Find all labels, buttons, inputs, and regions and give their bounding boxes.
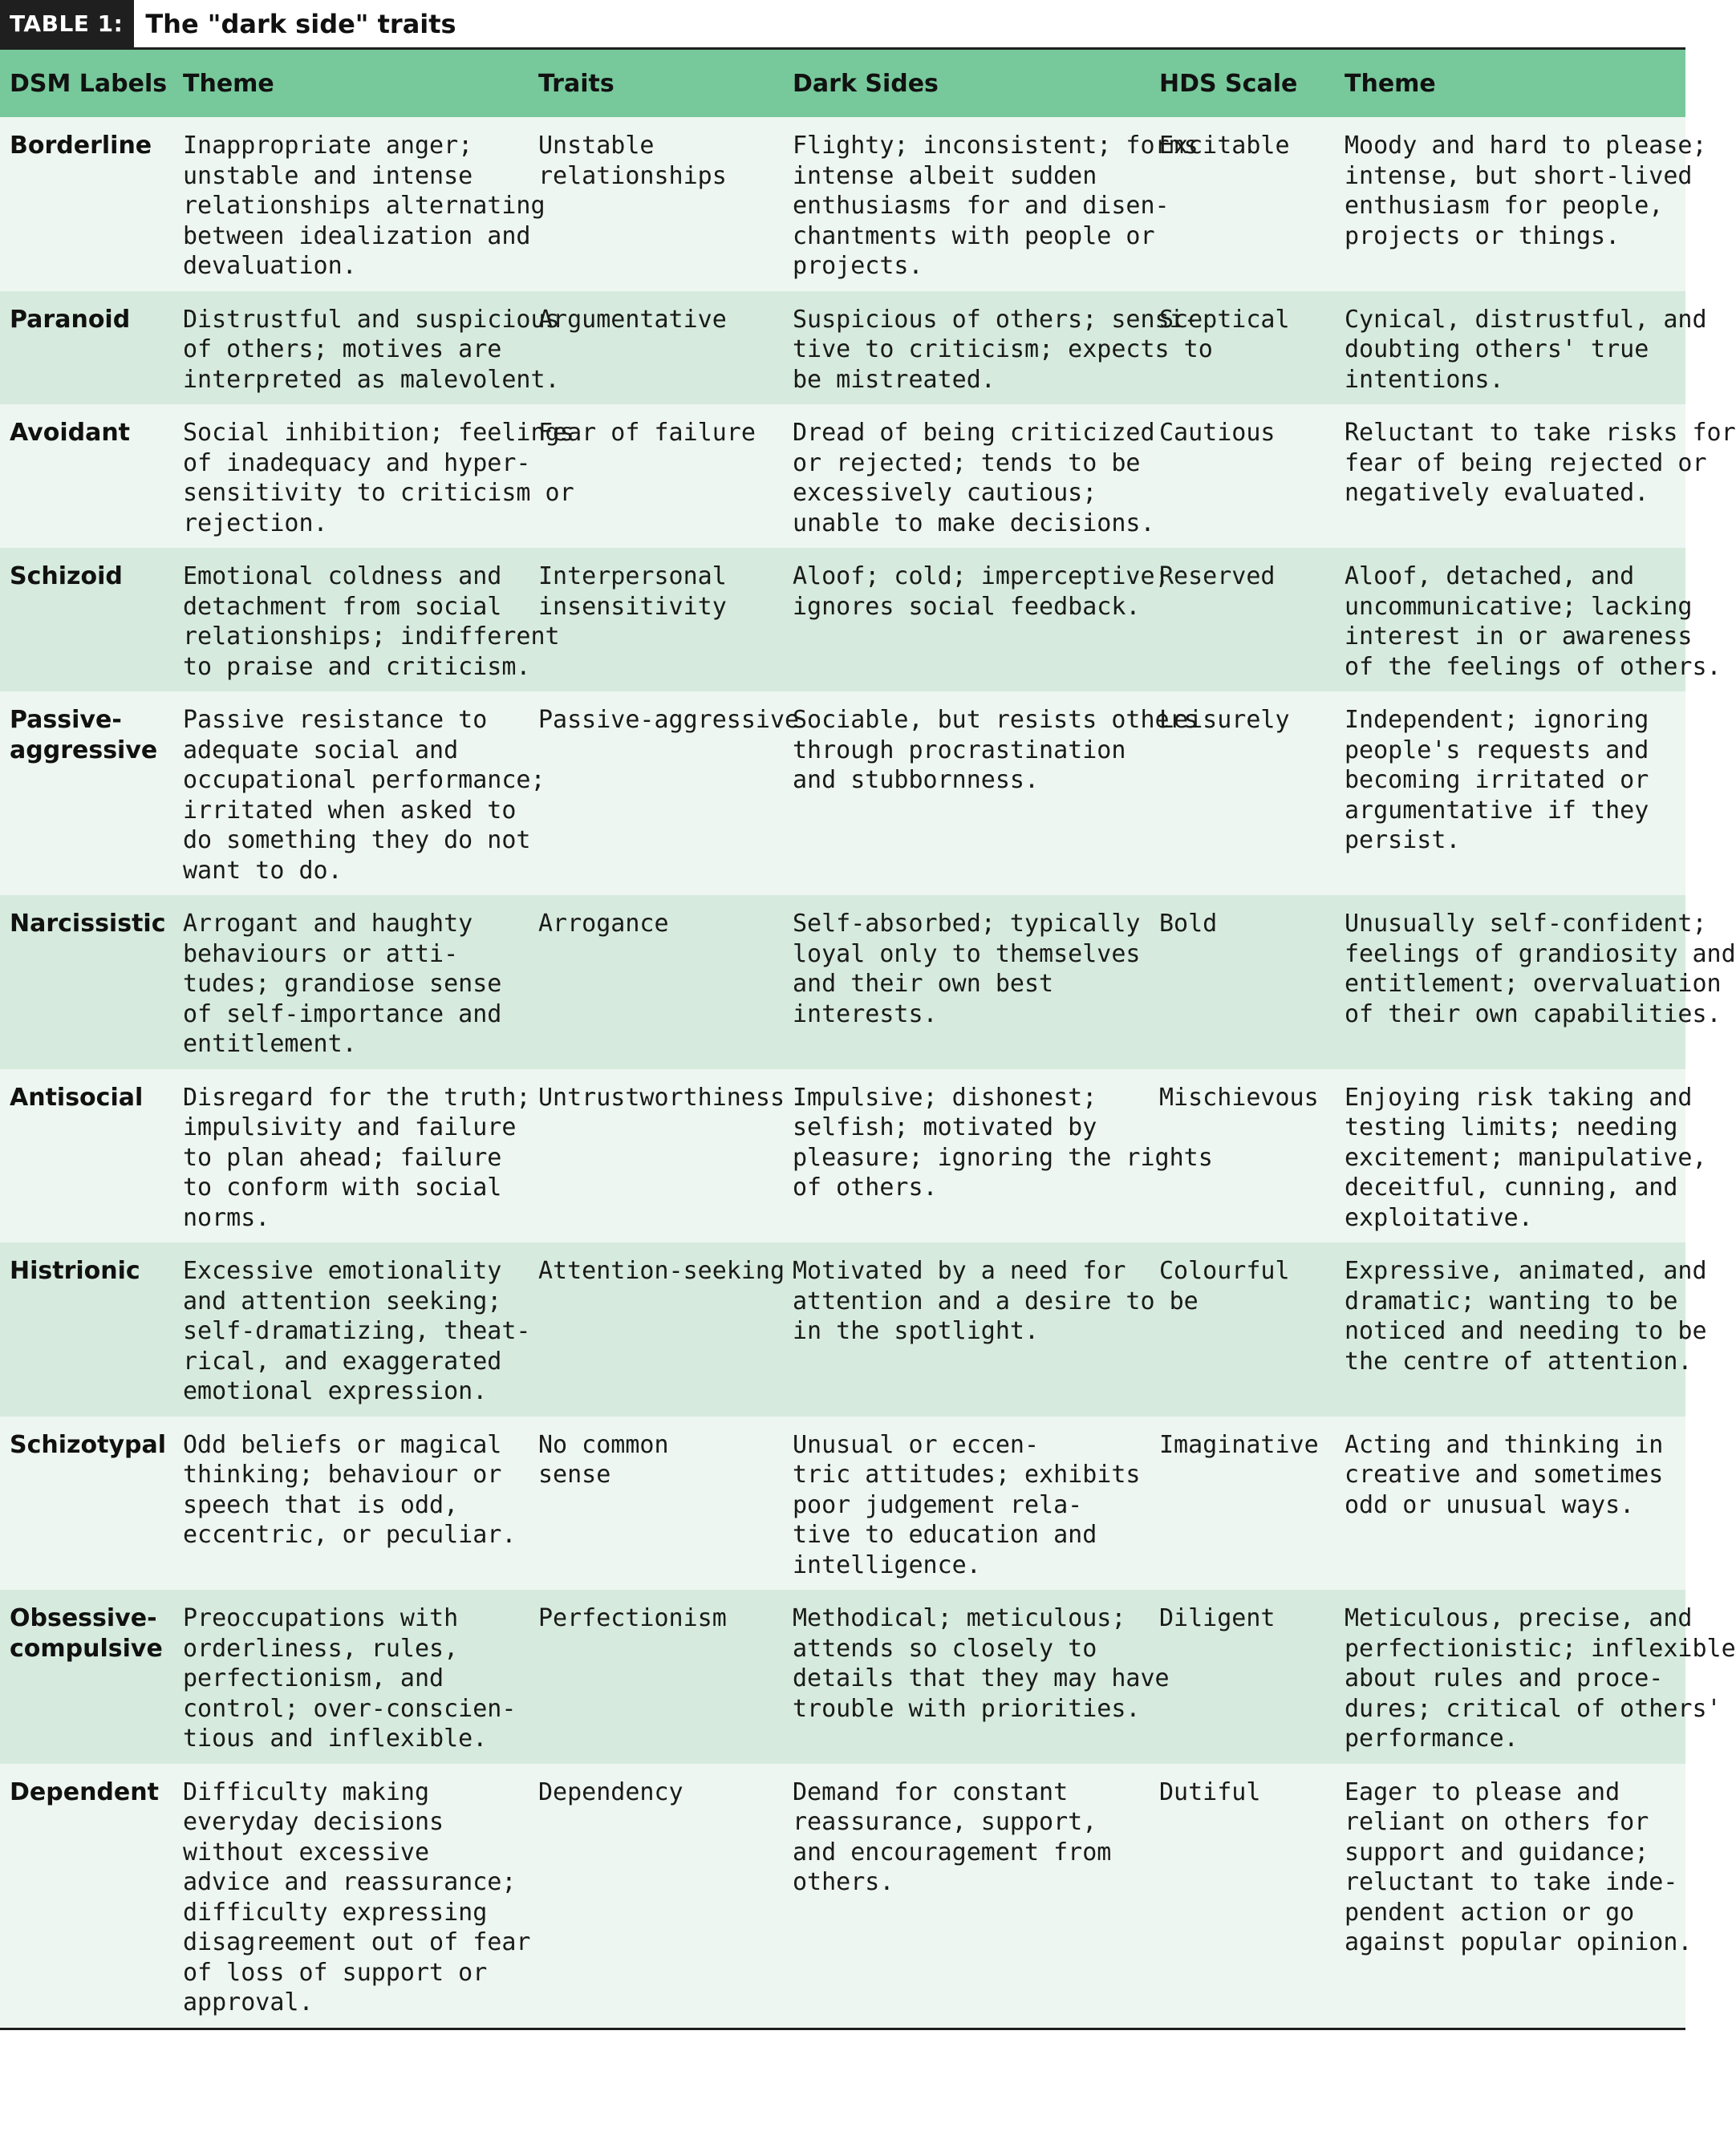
cell-text-line: impulsivity and failure [183,1113,517,1141]
cell-text-line: Dependent [10,1777,159,1806]
dark-sides-cell [783,117,1199,291]
cell-text-line: Dutiful [1159,1777,1261,1806]
dsm-label-cell [0,117,173,291]
cell-text-line: Cynical, distrustful, and [1345,305,1707,334]
cell-text-line: interpreted as malevolent. [183,365,560,394]
cell-text-line: occupational performance; [183,766,546,794]
cell-text-line: reliant on others for [1345,1808,1649,1836]
cell-text-line: Self-absorbed; typically [793,910,1141,938]
cell-text-line: want to do. [183,856,343,885]
cell-text-line: Avoidant [10,419,131,447]
table-row [0,404,1685,548]
hds-scale-cell [1150,548,1335,691]
theme-cell [173,1069,529,1243]
cell-text-line: through procrastination [793,736,1126,764]
cell-text-line: support and guidance; [1345,1838,1649,1867]
cell-text-line: Aloof; cold; imperceptive; [793,562,1170,590]
cell-text-line: norms. [183,1203,270,1232]
cell-text-line: persist. [1345,826,1461,854]
cell-text-line: Inappropriate anger; [183,132,473,160]
cell-text-line: Antisocial [10,1083,144,1112]
dark-sides-cell [783,404,1155,548]
cell-text-line: chantments with people or [793,221,1155,250]
cell-text-line: insensitivity [538,592,727,621]
table-title-bar [0,0,1685,50]
cell-text-line: or rejected; tends to be [793,448,1141,477]
cell-text-line: testing limits; needing [1345,1113,1678,1141]
cell-text-line: people's requests and [1345,736,1649,764]
cell-text-line: Fear of failure [538,419,756,447]
cell-text-line: Histrionic [10,1257,140,1285]
hds-theme-cell [1335,117,1707,291]
cell-text-line: emotional expression. [183,1377,488,1405]
theme-cell [173,117,546,291]
dsm-label-cell [0,1764,173,2028]
cell-text-line: selfish; motivated by [793,1113,1097,1141]
dsm-label-cell [0,548,173,691]
table-row [0,548,1685,691]
cell-text-line: orderliness, rules, [183,1634,459,1663]
hds-scale-cell [1150,691,1335,895]
cell-text-line: Diligent [1159,1604,1276,1632]
hds-theme-cell [1335,691,1685,895]
cell-text-line: feelings of grandiosity and [1345,939,1736,968]
theme-cell [173,1417,529,1591]
cell-text-line: about rules and proce- [1345,1664,1664,1692]
cell-text-line: irritated when asked to [183,796,517,825]
hds-theme-cell [1335,1242,1707,1417]
table-row [0,1242,1685,1417]
cell-text-line: of others. [793,1173,938,1202]
cell-text-line: No common [538,1430,669,1459]
theme-cell [173,895,529,1069]
cell-text-line: Passive- [10,706,122,734]
cell-text-line: projects or things. [1345,221,1620,250]
hds-theme-cell [1335,1417,1685,1591]
cell-text-line: without excessive [183,1838,430,1867]
theme-cell [173,1590,529,1764]
column-header-hds-theme: Theme [1345,69,1436,98]
cell-text-line: to praise and criticism. [183,652,531,681]
cell-text-line: Difficulty making [183,1777,430,1806]
cell-text-line: trouble with priorities. [793,1694,1141,1723]
cell-text-line: tive to education and [793,1521,1097,1549]
theme-cell [173,1764,529,2028]
cell-text-line: Attention-seeking [538,1257,785,1285]
cell-text-line: Sociable, but resists others [793,706,1199,734]
cell-text-line: noticed and needing to be [1345,1317,1707,1345]
cell-text-line: Reserved [1159,562,1276,590]
cell-text-line: eccentric, or peculiar. [183,1521,517,1549]
dark-sides-cell [783,1590,1170,1764]
cell-text-line: Distrustful and suspicious [183,305,560,334]
cell-text-line: Unusually self-confident; [1345,910,1707,938]
cell-text-line: Borderline [10,132,152,160]
cell-text-line: entitlement; overvaluation [1345,970,1722,998]
theme-cell [173,404,574,548]
cell-text-line: excitement; manipulative, [1345,1143,1707,1172]
traits-cell [529,404,783,548]
cell-text-line: Passive resistance to [183,706,488,734]
dark-sides-cell [783,1242,1199,1417]
traits-cell [529,117,783,291]
cell-text-line: rical, and exaggerated [183,1347,502,1376]
cell-text-line: unable to make decisions. [793,509,1155,537]
traits-cell [529,895,783,1069]
cell-text-line: to conform with social [183,1173,502,1202]
table-row [0,895,1685,1069]
cell-text-line: uncommunicative; lacking [1345,592,1693,621]
cell-text-line: advice and reassurance; [183,1868,517,1896]
cell-text-line: adequate social and [183,736,459,764]
table-header [0,50,1685,117]
table-row [0,1764,1685,2028]
dark-sides-cell [783,895,1150,1069]
table-bottom-rule [0,2028,1685,2030]
cell-text-line: between idealization and [183,221,531,250]
cell-text-line: detachment from social [183,592,502,621]
traits-cell [529,291,783,405]
cell-text-line: Perfectionism [538,1604,727,1632]
cell-text-line: perfectionism, and [183,1664,444,1692]
traits-cell [529,1417,783,1591]
cell-text-line: tive to criticism; expects to [793,335,1213,363]
traits-cell [529,1242,783,1417]
cell-text-line: Independent; ignoring [1345,706,1649,734]
cell-text-line: Sceptical [1159,305,1290,334]
cell-text-line: interest in or awareness [1345,622,1693,651]
cell-text-line: Cautious [1159,419,1276,447]
cell-text-line: devaluation. [183,252,357,280]
cell-text-line: Eager to please and [1345,1777,1620,1806]
cell-text-line: odd or unusual ways. [1345,1490,1635,1519]
cell-text-line: Expressive, animated, and [1345,1257,1707,1285]
cell-text-line: Disregard for the truth; [183,1083,531,1112]
column-header-traits: Traits [538,69,614,98]
cell-text-line: Aloof, detached, and [1345,562,1635,590]
cell-text-line: Untrustworthiness [538,1083,785,1112]
cell-text-line: do something they do not [183,826,531,854]
cell-text-line: relationships; indifferent [183,622,560,651]
dsm-label-cell [0,1242,173,1417]
table-number-label: TABLE 1: [0,0,134,47]
cell-text-line: Demand for constant [793,1777,1069,1806]
dark-sides-cell [783,1069,1213,1243]
cell-text-line: difficulty expressing [183,1898,488,1927]
cell-text-line: tudes; grandiose sense [183,970,502,998]
cell-text-line: Passive-aggressive [538,706,800,734]
cell-text-line: of the feelings of others. [1345,652,1722,681]
cell-text-line: Dependency [538,1777,683,1806]
traits-cell [529,1590,783,1764]
cell-text-line: sensitivity to criticism or [183,479,574,507]
cell-text-line: enthusiasms for and disen- [793,192,1170,220]
cell-text-line: Suspicious of others; sensi- [793,305,1199,334]
hds-scale-cell [1150,1590,1335,1764]
dark-sides-cell [783,1417,1150,1591]
cell-text-line: reassurance, support, [793,1808,1097,1836]
cell-text-line: control; over-conscien- [183,1694,517,1723]
cell-text-line: ignores social feedback. [793,592,1141,621]
cell-text-line: disagreement out of fear [183,1928,531,1956]
cell-text-line: Dread of being criticized [793,419,1155,447]
traits-cell [529,691,800,895]
cell-text-line: the centre of attention. [1345,1347,1693,1376]
cell-text-line: performance. [1345,1725,1519,1753]
cell-text-line: Moody and hard to please; [1345,132,1707,160]
cell-text-line: Colourful [1159,1257,1290,1285]
cell-text-line: details that they may have [793,1664,1170,1692]
cell-text-line: Arrogant and haughty [183,910,473,938]
table-title: The "dark side" traits [145,8,456,39]
dsm-label-cell [0,404,173,548]
cell-text-line: intentions. [1345,365,1504,394]
cell-text-line: and encouragement from [793,1838,1112,1867]
cell-text-line: pleasure; ignoring the rights [793,1143,1213,1172]
cell-text-line: Acting and thinking in [1345,1430,1664,1459]
cell-text-line: Arrogance [538,910,669,938]
table-row [0,1417,1685,1591]
column-header-dark-sides: Dark Sides [793,69,939,98]
hds-theme-cell [1335,291,1707,405]
dark-sides-cell [783,548,1170,691]
traits-cell [529,1069,783,1243]
cell-text-line: Flighty; inconsistent; forms [793,132,1199,160]
cell-text-line: intense albeit sudden [793,161,1097,190]
cell-text-line: Schizoid [10,562,123,590]
cell-text-line: be mistreated. [793,365,996,394]
cell-text-line: Social inhibition; feelings [183,419,574,447]
cell-text-line: reluctant to take inde- [1345,1868,1678,1896]
cell-text-line: loyal only to themselves [793,939,1141,968]
cell-text-line: behaviours or atti- [183,939,459,968]
cell-text-line: Preoccupations with [183,1604,459,1632]
cell-text-line: pendent action or go [1345,1898,1635,1927]
cell-text-line: Reluctant to take risks for [1345,419,1736,447]
dsm-label-cell [0,895,173,1069]
column-header-dsm-labels: DSM Labels [10,69,168,98]
cell-text-line: Imaginative [1159,1430,1319,1459]
hds-scale-cell [1150,404,1335,548]
dsm-label-cell [0,291,173,405]
cell-text-line: of their own capabilities. [1345,999,1722,1028]
theme-cell [173,291,560,405]
cell-text-line: Paranoid [10,305,131,334]
traits-cell [529,548,783,691]
cell-text-line: tious and inflexible. [183,1725,488,1753]
cell-text-line: Unusual or eccen- [793,1430,1040,1459]
cell-text-line: dramatic; wanting to be [1345,1287,1678,1315]
cell-text-line: Excitable [1159,132,1290,160]
cell-text-line: of loss of support or [183,1958,488,1987]
cell-text-line: dures; critical of others' [1345,1694,1722,1723]
cell-text-line: Enjoying risk taking and [1345,1083,1693,1112]
cell-text-line: Schizotypal [10,1430,166,1459]
dsm-label-cell [0,691,173,895]
theme-cell [173,691,546,895]
hds-theme-cell [1335,404,1736,548]
cell-text-line: rejection. [183,509,328,537]
cell-text-line: deceitful, cunning, and [1345,1173,1678,1202]
column-header-theme: Theme [183,69,274,98]
cell-text-line: Impulsive; dishonest; [793,1083,1097,1112]
dark-sides-cell [783,1764,1150,2028]
cell-text-line: sense [538,1461,611,1489]
cell-text-line: perfectionistic; inflexible [1345,1634,1736,1663]
table-row [0,1069,1685,1243]
dark-side-traits-table [0,50,1736,2028]
table-row [0,1590,1685,1764]
cell-text-line: Emotional coldness and [183,562,502,590]
header-row [0,50,1685,117]
theme-cell [173,1242,529,1417]
cell-text-line: and attention seeking; [183,1287,502,1315]
cell-text-line: Methodical; meticulous; [793,1604,1126,1632]
cell-text-line: and their own best [793,970,1054,998]
hds-theme-cell [1335,1590,1736,1764]
cell-text-line: thinking; behaviour or [183,1461,502,1489]
cell-text-line: Odd beliefs or magical [183,1430,502,1459]
traits-cell [529,1764,783,2028]
cell-text-line: everyday decisions [183,1808,444,1836]
cell-text-line: unstable and intense [183,161,473,190]
dark-sides-cell [783,291,1213,405]
cell-text-line: Interpersonal [538,562,727,590]
cell-text-line: Unstable [538,132,655,160]
cell-text-line: compulsive [10,1634,163,1663]
cell-text-line: Argumentative [538,305,727,334]
cell-text-line: interests. [793,999,938,1028]
cell-text-line: of others; motives are [183,335,502,363]
hds-scale-cell [1150,1417,1335,1591]
cell-text-line: of inadequacy and hyper- [183,448,531,477]
table-body [0,117,1736,2028]
hds-theme-cell [1335,1069,1707,1243]
cell-text-line: doubting others' true [1345,335,1649,363]
cell-text-line: of self-importance and [183,999,502,1028]
hds-scale-cell [1150,117,1335,291]
hds-scale-cell [1150,1242,1335,1417]
cell-text-line: excessively cautious; [793,479,1097,507]
hds-theme-cell [1335,1764,1693,2028]
cell-text-line: tric attitudes; exhibits [793,1461,1141,1489]
cell-text-line: relationships [538,161,727,190]
cell-text-line: Meticulous, precise, and [1345,1604,1693,1632]
cell-text-line: Motivated by a need for [793,1257,1126,1285]
dsm-label-cell [0,1590,173,1764]
cell-text-line: aggressive [10,736,158,764]
cell-text-line: Obsessive- [10,1604,157,1632]
table-row [0,691,1685,895]
dsm-label-cell [0,1417,173,1591]
cell-text-line: exploitative. [1345,1203,1533,1232]
table-row [0,117,1685,291]
cell-text-line: poor judgement rela- [793,1490,1083,1519]
hds-theme-cell [1335,895,1736,1069]
cell-text-line: Leisurely [1159,706,1290,734]
cell-text-line: self-dramatizing, theat- [183,1317,531,1345]
cell-text-line: in the spotlight. [793,1317,1040,1345]
hds-scale-cell [1150,1764,1335,2028]
cell-text-line: to plan ahead; failure [183,1143,502,1172]
column-header-hds-scale: HDS Scale [1159,69,1298,98]
cell-text-line: speech that is odd, [183,1490,459,1519]
cell-text-line: becoming irritated or [1345,766,1649,794]
cell-text-line: fear of being rejected or [1345,448,1707,477]
cell-text-line: enthusiasm for people, [1345,192,1664,220]
hds-scale-cell [1150,895,1335,1069]
cell-text-line: attends so closely to [793,1634,1097,1663]
cell-text-line: creative and sometimes [1345,1461,1664,1489]
cell-text-line: entitlement. [183,1030,357,1058]
cell-text-line: intense, but short-lived [1345,161,1693,190]
cell-text-line: projects. [793,252,923,280]
cell-text-line: others. [793,1868,894,1896]
cell-text-line: approval. [183,1988,314,2016]
hds-theme-cell [1335,548,1722,691]
cell-text-line: against popular opinion. [1345,1928,1693,1956]
dark-sides-cell [783,691,1199,895]
cell-text-line: and stubbornness. [793,766,1040,794]
cell-text-line: relationships alternating [183,192,546,220]
table-row [0,291,1685,405]
cell-text-line: argumentative if they [1345,796,1649,825]
cell-text-line: Mischievous [1159,1083,1319,1112]
theme-cell [173,548,560,691]
cell-text-line: Excessive emotionality [183,1257,502,1285]
dsm-label-cell [0,1069,173,1243]
cell-text-line: Narcissistic [10,910,166,938]
cell-text-line: Bold [1159,910,1218,938]
cell-text-line: negatively evaluated. [1345,479,1649,507]
cell-text-line: intelligence. [793,1550,981,1579]
cell-text-line: attention and a desire to be [793,1287,1199,1315]
